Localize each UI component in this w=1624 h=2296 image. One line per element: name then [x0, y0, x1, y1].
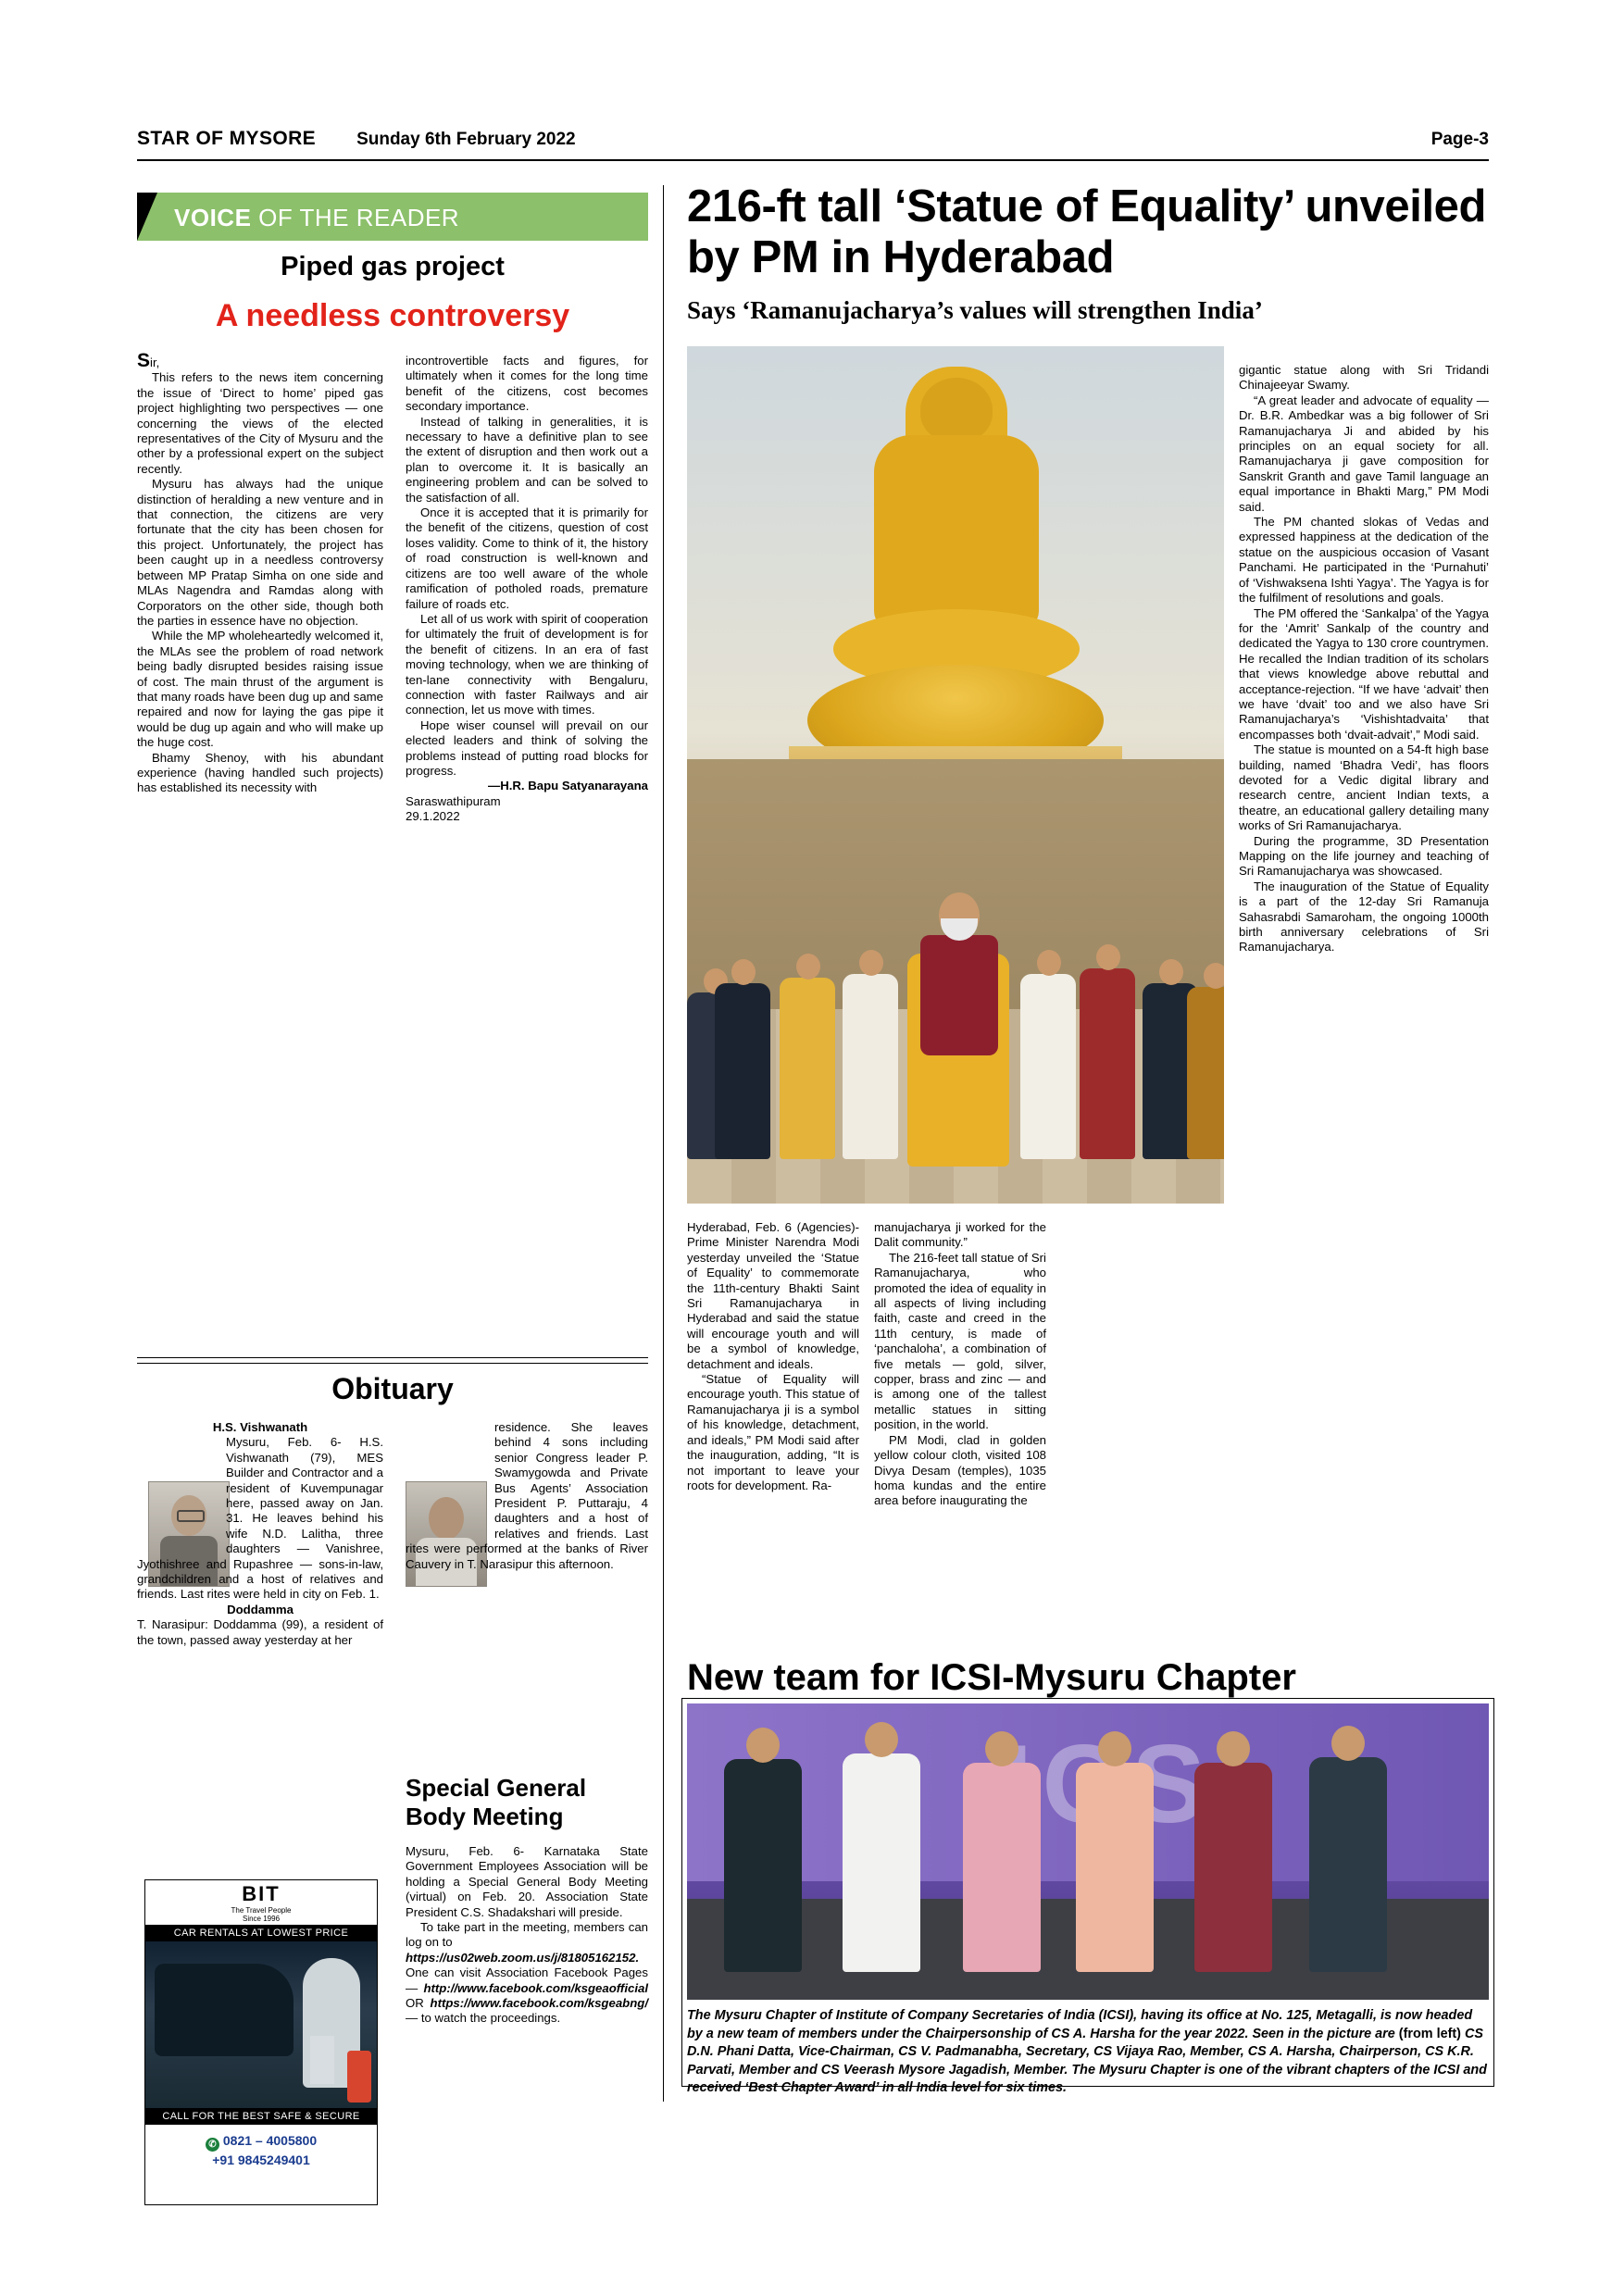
- paper-name: STAR OF MYSORE: [137, 128, 317, 149]
- car-shape: [155, 1964, 294, 2056]
- main-story-paragraph: manujacharya ji worked for the Dalit community.”: [874, 1220, 1046, 1250]
- icsi-mysuru-team-photo: [687, 1703, 1489, 2000]
- main-story-paragraph: The PM chanted slokas of Vedas and expressed happiness at the dedication of the statue on the auspicious occasion of Vasant Panchami. He participated in the ‘Purnahuti’ of ‘Vishwaksena Ishti Yagya’. The Yagya is for the fulfilment of resolutions and goals.: [1239, 515, 1489, 605]
- team-member-head: [985, 1731, 1018, 1766]
- sgbm-mid-2: OR: [406, 1996, 431, 2011]
- statue-of-equality-photo: [687, 346, 1224, 1204]
- letter-place: Saraswathipuram: [406, 793, 501, 808]
- attendee-head: [1037, 950, 1061, 976]
- letter-salutation-rest: ir,: [150, 356, 160, 369]
- letter-signature: —H.R. Bapu Satyanarayana: [488, 779, 648, 793]
- letter-column-2: [406, 354, 648, 825]
- letter-date: 29.1.2022: [406, 809, 460, 824]
- letter-paragraph: Let all of us work with spirit of cooperation for ultimately the fruit of development is for the benefit of citizens. In an era of fast moving technology, when we are thinking of ten-lane connectivity with Bengaluru, connection with faster Railways and air connection, let us move with times.: [406, 611, 648, 718]
- advertisement-car-rentals[interactable]: [144, 1879, 378, 2205]
- ad-phone-1[interactable]: 0821 – 4005800: [222, 2133, 318, 2148]
- team-member-head: [1217, 1731, 1250, 1766]
- attendee-head: [1159, 959, 1183, 985]
- attendee: [780, 978, 835, 1159]
- main-story-paragraph: The statue is mounted on a 54-ft high base building, named ‘Bhadra Vedi’, has floors devoted for a Vedic digital library and research centre, ancient Indian texts, a theatre, an educational gallery detailing many works of Sri Ramanujacharya.: [1239, 742, 1489, 833]
- sgbm-body: [406, 1844, 648, 2027]
- main-story-paragraph: The PM offered the ‘Sankalpa’ of the Yagya for the ‘Amrit’ Sankalp of the country and dedicated the Yagya to 130 crore countrymen. He recalled the Indian tradition of its scholars that views knowledge above rebuttal and acceptance-rejection. “If we have ‘advait’ then we have ‘dvait’ too and we also have Sri Ramanujacharya’s ‘Vishishtadvaita’ that encompasses both ‘dvait-advait’,” Modi said.: [1239, 605, 1489, 742]
- voice-banner-rest: OF THE READER: [251, 204, 460, 231]
- letter-column-1: [137, 350, 383, 796]
- sgbm-paragraph: Mysuru, Feb. 6- Karnataka State Government Employees Association will be holding a Special General Body Meeting (virtual) on Feb. 20. Association State President C.S. Shadakshari will preside.: [406, 1844, 648, 1919]
- spray-tank-shape: [347, 2051, 371, 2103]
- team-member: [1194, 1763, 1272, 1972]
- team-member: [1076, 1763, 1154, 1972]
- ad-phone-2[interactable]: +91 9845249401: [212, 2152, 310, 2167]
- voice-of-the-reader-banner: [137, 193, 648, 241]
- ad-logo: [145, 1880, 377, 1925]
- obituary-column-2: [406, 1420, 648, 1572]
- ad-brand: BIT: [242, 1882, 281, 1905]
- obituary-text-1: Mysuru, Feb. 6- H.S. Vishwanath (79), MES Builder and Contractor and a resident of Kuvempunagar here, passed away on Jan. 31. He leaves behind his wife N.D. Lalitha, three daughters — Vanishree, Jyothishree and Rupashree — sons-in-law, grandchildren and a host of relatives and friends. Last rites were held in city on Feb. 1.: [137, 1435, 383, 1602]
- obituary-text-2: T. Narasipur: Doddamma (99), a resident of the town, passed away yesterday at her: [137, 1617, 383, 1647]
- team-member: [724, 1759, 802, 1972]
- statue-figure: [817, 378, 1094, 813]
- letter-salutation-drop: S: [137, 350, 151, 371]
- main-headline: 216-ft tall ‘Statue of Equality’ unveiled by PM in Hyderabad: [687, 181, 1487, 282]
- ad-photo: [145, 1941, 377, 2108]
- icsi-caption-part-1: The Mysuru Chapter of Institute of Company Secretaries of India (ICSI), having its office at No. 125, Metagalli, is now headed by a new team of members under the Chairpersonship of CS A. Harsha for the year 2022. Seen in the picture are: [687, 2008, 1473, 2041]
- obituary-heading: Obituary: [331, 1372, 454, 1405]
- main-story-paragraph: PM Modi, clad in golden yellow colour cloth, visited 108 Divya Desam (temples), 1035 homa kundas and the entire area before inaugurating the: [874, 1432, 1046, 1508]
- main-subheadline: Says ‘Ramanujacharya’s values will strengthen India’: [687, 296, 1263, 324]
- sgbm-tail: — to watch the proceedings.: [406, 2011, 561, 2026]
- team-member-head: [1331, 1726, 1365, 1761]
- section-divider: [137, 1357, 648, 1358]
- phone-icon: ✆: [206, 2138, 219, 2152]
- main-story-paragraph: “Statue of Equality will encourage youth. This statue of Ramanujacharya ji is a symbol of his knowledge, detachment, and ideals,” PM Modi said after the inauguration, adding, “It is not important to leave your roots for development. Ra-: [687, 1372, 859, 1492]
- main-story-column-2: [874, 1220, 1046, 1509]
- letter-paragraph: Once it is accepted that it is primarily for the benefit of the citizens, question of cost loses validity. Come to think of it, the history of road construction is well-known and citizens are too well aware of the whole ramification of potholed roads, premature failure of roads etc.: [406, 505, 648, 611]
- ad-banner-bottom: CALL FOR THE BEST SAFE & SECURE: [145, 2108, 377, 2125]
- page-number: Page-3: [1430, 130, 1489, 149]
- main-story-paragraph: gigantic statue along with Sri Tridandi Chinajeeyar Swamy.: [1239, 363, 1489, 393]
- attendee-head: [731, 959, 756, 985]
- main-story-column-1: [687, 1220, 859, 1493]
- attendee-head: [1204, 963, 1224, 989]
- letter-paragraph: incontrovertible facts and figures, for ultimately when it comes for the long time benefit of the citizens, cost becomes secondary importance.: [406, 354, 648, 414]
- icsi-caption-part-2: CS D.N. Phani Datta, Vice-Chairman, CS V. Padmanabha, Secretary, CS Vijaya Rao, Member, CS A. Harsha, Chairperson, CS K.R. Parvati, Member and CS Veerash Mysore Jagadish, Member. The Mysuru Chapter is one of the vibrant chapters of the ICSI and received ‘Best Chapter Award’ in all India level for six times.: [687, 2026, 1487, 2096]
- main-story-paragraph: The inauguration of the Statue of Equality is a part of the 12-day Sri Ramanuja Sahasrabdi Samaroham, the ongoing 1000th birth anniversary celebrations of Sri Ramanujacharya.: [1239, 879, 1489, 955]
- attendee-head: [859, 950, 883, 976]
- sgbm-link-facebook-official[interactable]: http://www.facebook.com/ksgeaofficial: [423, 1980, 648, 1995]
- obituary-name-1: H.S. Vishwanath: [212, 1420, 308, 1434]
- main-story-paragraph: Hyderabad, Feb. 6 (Agencies)- Prime Minister Narendra Modi yesterday unveiled the ‘Statue of Equality’ to commemorate the 11th-century Bhakti Saint Sri Ramanujacharya in Hyderabad and said the statue will encourage youth and will be a symbol of knowledge, detachment and ideals.: [687, 1220, 859, 1371]
- attendee: [843, 974, 898, 1159]
- attendee: [1080, 968, 1135, 1159]
- crowd-area: [687, 759, 1224, 1204]
- icsi-headline: New team for ICSI-Mysuru Chapter: [687, 1657, 1296, 1698]
- team-member: [843, 1753, 920, 1972]
- attendee: [1187, 987, 1224, 1159]
- icsi-caption-from-left: (from left): [1398, 2026, 1461, 2041]
- masthead: [137, 128, 1489, 150]
- icsi-photo-caption: [687, 2007, 1489, 2098]
- main-story-paragraph: During the programme, 3D Presentation Mapping on the life journey and teaching of Sri Ramanujacharya was showcased.: [1239, 833, 1489, 879]
- team-member: [1309, 1757, 1387, 1972]
- obituary-text-2-cont: residence. She leaves behind 4 sons including senior Congress leader P. Swamygowda and Private Bus Agents’ Association President P. Puttaraju, 4 daughters and a host of relatives and friends. Last rites were performed at the banks of River Cauvery in T. Narasipur this afternoon.: [406, 1420, 648, 1571]
- letter-paragraph: Bhamy Shenoy, with his abundant experience (having handled such projects) has established its necessity with: [137, 750, 383, 795]
- main-story-paragraph: “A great leader and advocate of equality — Dr. B.R. Ambedkar was a big follower of Sri Ramanujacharya Ji and abided by his principles on an equal society for all. Ramanujacharya ji gave composition for Sanskrit Granth and gave Tamil language an equal importance in Bhakti Marg,” PM Modi said.: [1239, 393, 1489, 514]
- voice-banner-bold: VOICE: [174, 204, 252, 231]
- letter-paragraph: Instead of talking in generalities, it is necessary to have a definitive plan to see the extent of disruption and then work out a plan to overcome it. It is basically an engineering problem and can be solved to the satisfaction of all.: [406, 414, 648, 505]
- letter-kicker: Piped gas project: [281, 252, 505, 281]
- publication-date: Sunday 6th February 2022: [356, 130, 576, 149]
- sgbm-link-zoom[interactable]: https://us02web.zoom.us/j/81805162152.: [406, 1950, 640, 1965]
- main-story-paragraph: The 216-feet tall statue of Sri Ramanujacharya, who promoted the idea of equality in all aspects of living including faith, caste and creed in the 11th century, is made of ‘panchaloha’, a combination of five metals — gold, silver, copper, brass and zinc — and is among one of the tallest metallic statues in sitting position, in the world.: [874, 1250, 1046, 1432]
- team-member: [963, 1763, 1041, 1972]
- ad-brand-tagline: The Travel People: [231, 1906, 292, 1915]
- sgbm-heading: Special General Body Meeting: [406, 1774, 587, 1830]
- voice-banner-text: [174, 204, 459, 232]
- center-column-rule: [663, 185, 664, 2102]
- main-story-column-3: [1239, 363, 1489, 955]
- attendee: [715, 983, 770, 1159]
- letter-title: A needless controversy: [215, 298, 570, 333]
- masthead-divider: [137, 159, 1489, 161]
- corner-triangle-icon: [137, 193, 157, 241]
- letter-paragraph: Mysuru has always had the unique distinction of heralding a new venture and in that connection, the citizens are very fortunate that the city has been chosen for this project. Unfortunately, the project has been caught up in a needless controversy between MP Pratap Simha on one side and MLAs Nagendra and Ramdas along with Corporators on the other side, though both the parties in essence have no objection.: [137, 477, 383, 628]
- pm-shawl: [920, 935, 998, 1055]
- obituary-column-1: [137, 1420, 383, 1648]
- letter-paragraph: While the MP wholeheartedly welcomed it, the MLAs see the problem of road network being badly disrupted besides raising issue of cost. The main thrust of the argument is that many roads have been dug up and same repaired and now for laying the gas pipe it would be dug up again and who will make up the huge cost.: [137, 629, 383, 750]
- attendee-head: [1096, 944, 1120, 970]
- obituary-name-2: Doddamma: [227, 1602, 294, 1616]
- statue-body: [874, 435, 1039, 630]
- statue-head: [920, 378, 993, 443]
- attendee: [1020, 974, 1076, 1159]
- ad-phone-block[interactable]: [145, 2125, 377, 2169]
- team-member-head: [1098, 1731, 1131, 1766]
- letter-paragraph: Hope wiser counsel will prevail on our elected leaders and think of solving the problems instead of putting road blocks for progress.: [406, 718, 648, 778]
- attendee-head: [796, 954, 820, 980]
- ad-brand-since: Since 1996: [242, 1915, 281, 1923]
- prime-minister-figure: [907, 889, 1009, 1167]
- sgbm-paragraph: To take part in the meeting, members can log on to: [406, 1920, 648, 1950]
- team-member-head: [746, 1728, 780, 1763]
- ad-banner-top: CAR RENTALS AT LOWEST PRICE: [145, 1925, 377, 1941]
- sgbm-link-facebook-bng[interactable]: https://www.facebook.com/ksgeabng/: [430, 1996, 648, 2011]
- section-divider-2: [137, 1363, 648, 1364]
- team-member-head: [865, 1722, 898, 1757]
- letter-paragraph: This refers to the news item concerning the issue of ‘Direct to home’ piped gas project highlighting two perspectives — one concerning the views of the elected representatives of the City of Mysuru and the other by a professional expert on the subject recently.: [137, 370, 383, 476]
- sgbm-mid-1: One can visit Association Facebook Pages —: [406, 1965, 648, 1995]
